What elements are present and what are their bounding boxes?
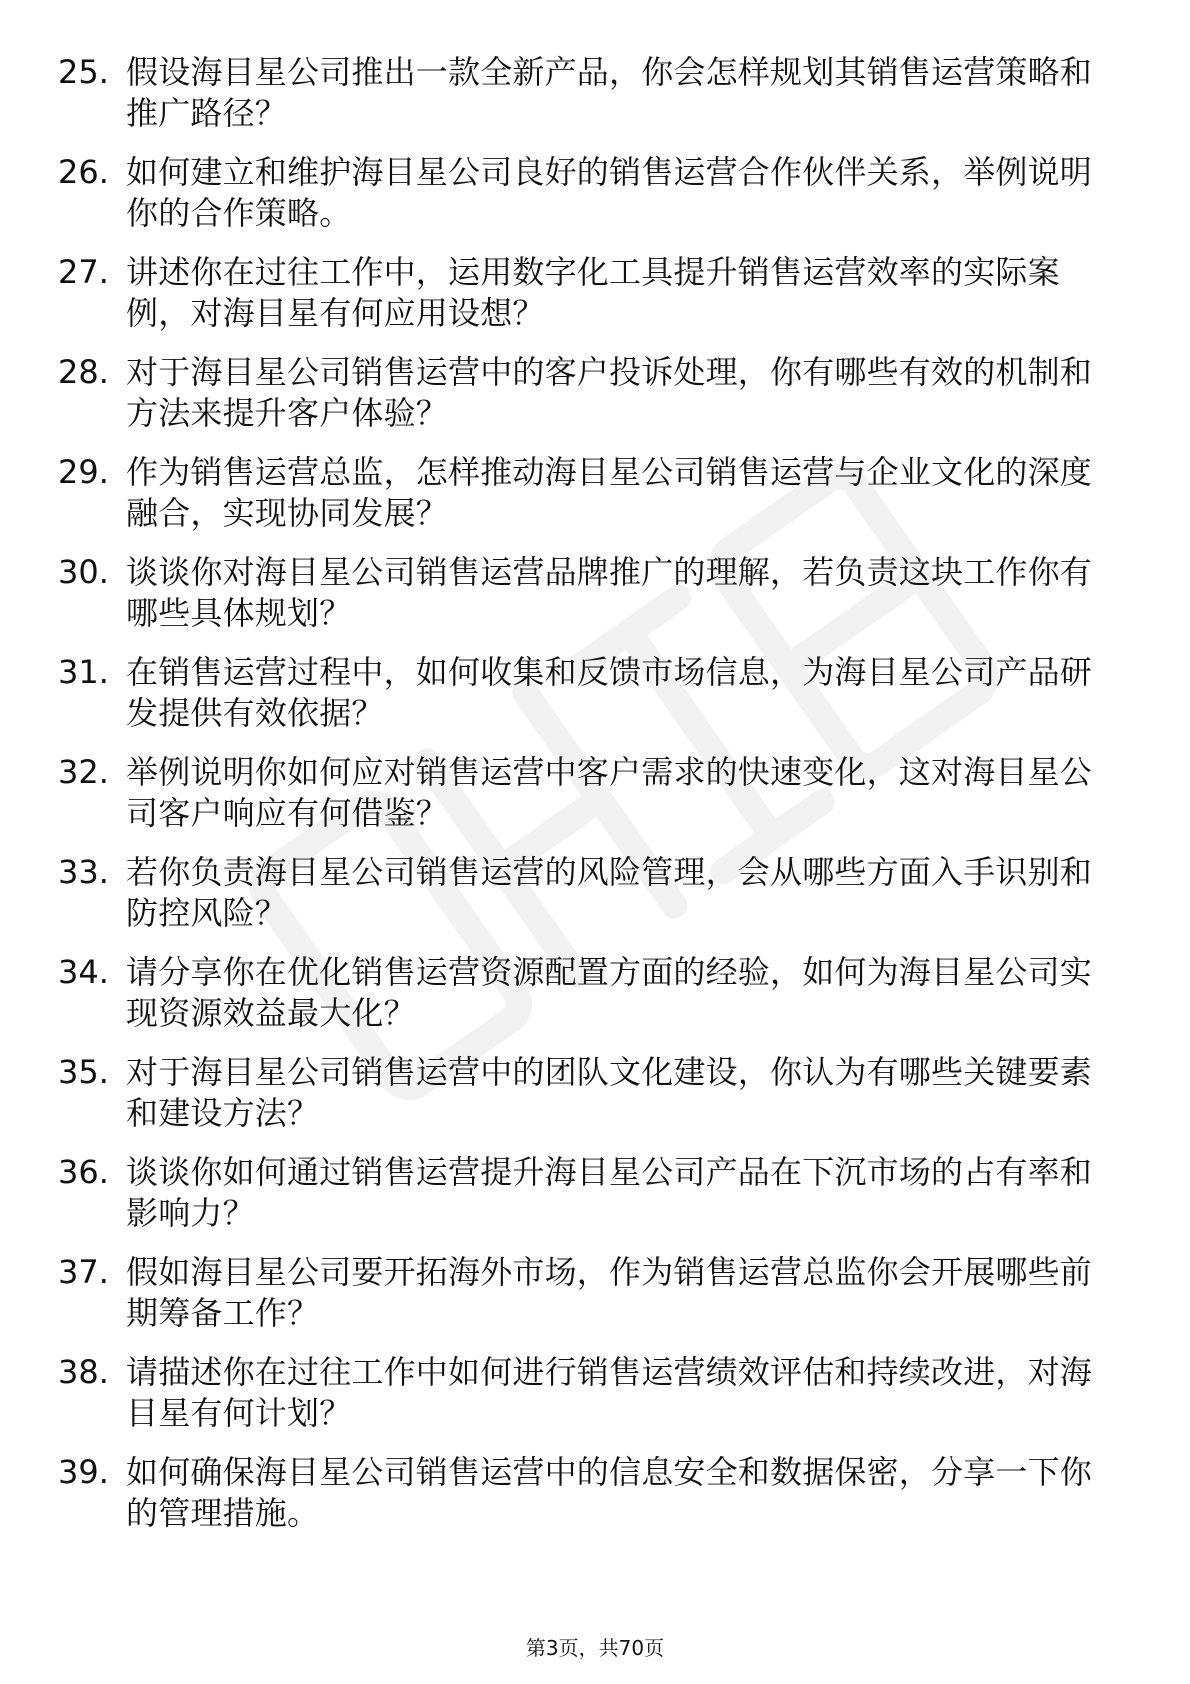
question-list (58, 52, 1118, 1552)
question-item (58, 952, 1118, 1034)
question-item (58, 1452, 1118, 1534)
question-text: 对于海目星公司销售运营中的客户投诉处理，你有哪些有效的机制和方法来提升客户体验？ (126, 353, 1093, 432)
question-number: 34. (58, 953, 109, 991)
question-text: 讲述你在过往工作中，运用数字化工具提升销售运营效率的实际案例，对海目星有何应用设想？ (126, 253, 1060, 332)
question-text: 假设海目星公司推出一款全新产品，你会怎样规划其销售运营策略和推广路径？ (126, 53, 1093, 132)
question-number: 28. (58, 353, 109, 391)
question-item (58, 1252, 1118, 1334)
question-number: 37. (58, 1253, 109, 1291)
question-number: 26. (58, 153, 109, 191)
question-item (58, 1352, 1118, 1434)
question-item (58, 452, 1118, 534)
question-item (58, 1152, 1118, 1234)
question-item (58, 852, 1118, 934)
question-text: 假如海目星公司要开拓海外市场，作为销售运营总监你会开展哪些前期筹备工作？ (126, 1253, 1093, 1332)
question-number: 30. (58, 553, 109, 591)
question-number: 33. (58, 853, 109, 891)
question-item (58, 1052, 1118, 1134)
question-number: 36. (58, 1153, 109, 1191)
question-number: 31. (58, 653, 109, 691)
question-item (58, 652, 1118, 734)
page-number-footer: 第3页，共70页 (525, 1636, 665, 1660)
question-item (58, 352, 1118, 434)
question-text: 如何建立和维护海目星公司良好的销售运营合作伙伴关系，举例说明你的合作策略。 (126, 153, 1093, 232)
question-number: 35. (58, 1053, 109, 1091)
question-item (58, 552, 1118, 634)
question-item (58, 52, 1118, 134)
question-text: 若你负责海目星公司销售运营的风险管理，会从哪些方面入手识别和防控风险？ (126, 853, 1093, 932)
question-number: 39. (58, 1453, 109, 1491)
question-number: 27. (58, 253, 109, 291)
question-text: 举例说明你如何应对销售运营中客户需求的快速变化，这对海目星公司客户响应有何借鉴？ (126, 753, 1093, 832)
question-text: 在销售运营过程中，如何收集和反馈市场信息，为海目星公司产品研发提供有效依据？ (126, 653, 1093, 732)
question-text: 谈谈你如何通过销售运营提升海目星公司产品在下沉市场的占有率和影响力？ (126, 1153, 1093, 1232)
question-item (58, 252, 1118, 334)
question-text: 作为销售运营总监，怎样推动海目星公司销售运营与企业文化的深度融合，实现协同发展？ (126, 453, 1093, 532)
question-text: 谈谈你对海目星公司销售运营品牌推广的理解，若负责这块工作你有哪些具体规划？ (126, 553, 1093, 632)
question-number: 32. (58, 753, 109, 791)
question-item (58, 752, 1118, 834)
question-number: 25. (58, 53, 109, 91)
question-text: 对于海目星公司销售运营中的团队文化建设，你认为有哪些关键要素和建设方法？ (126, 1053, 1093, 1132)
question-text: 请分享你在优化销售运营资源配置方面的经验，如何为海目星公司实现资源效益最大化？ (126, 953, 1093, 1032)
question-item (58, 152, 1118, 234)
question-text: 请描述你在过往工作中如何进行销售运营绩效评估和持续改进，对海目星有何计划？ (126, 1353, 1093, 1432)
question-number: 29. (58, 453, 109, 491)
question-text: 如何确保海目星公司销售运营中的信息安全和数据保密，分享一下你的管理措施。 (126, 1453, 1093, 1532)
question-number: 38. (58, 1353, 109, 1391)
